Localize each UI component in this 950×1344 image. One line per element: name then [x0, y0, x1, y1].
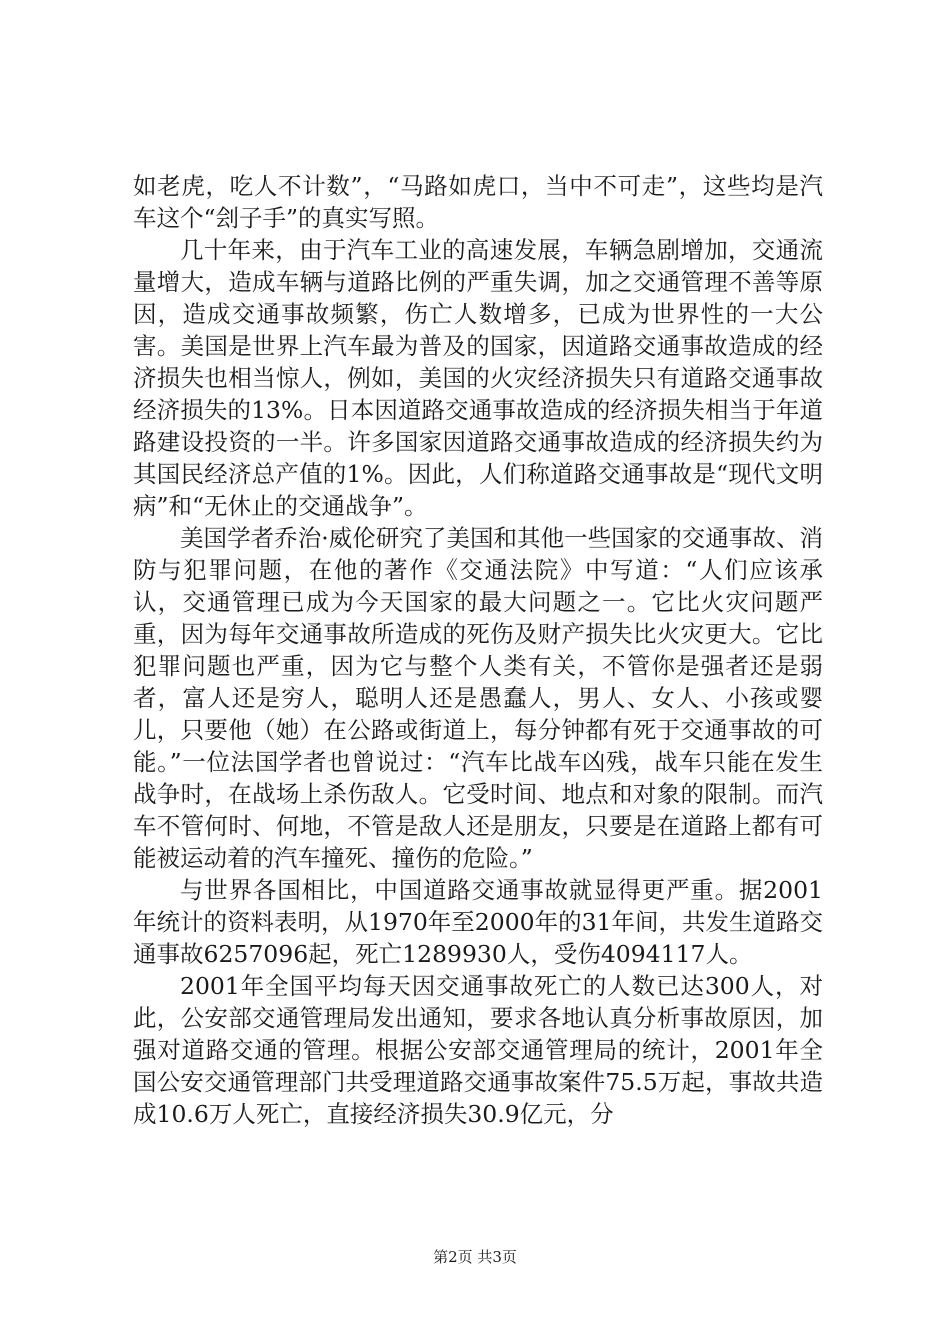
paragraph-continuation: 如老虎，吃人不计数”，“马路如虎口，当中不可走”，这些均是汽车这个“刽子手”的真实写照。 [133, 172, 823, 232]
page-footer: 第2页 共3页 [433, 1248, 517, 1266]
paragraph-2001-statistics: 2001年全国平均每天因交通事故死亡的人数已达300人，对此，公安部交通管理局发出通知，要求各地认真分析事故原因，加强对道路交通的管理。根据公安部交通管理局的统计，2001年全国公安交通管理部门共受理道路交通事故案件75.5万起，事故共造成10.6万人死亡，直接经济损失30.9亿元，分 [133, 972, 823, 1128]
paragraph-china-statistics: 与世界各国相比，中国道路交通事故就显得更严重。据2001年统计的资料表明，从1970年至2000年的31年间，共发生道路交通事故6257096起，死亡1289930人，受伤4094117人。 [133, 876, 824, 968]
body-text [133, 170, 823, 1130]
paragraph-traffic-growth: 几十年来，由于汽车工业的高速发展，车辆急剧增加，交通流量增大，造成车辆与道路比例的严重失调，加之交通管理不善等原因，造成交通事故频繁，伤亡人数增多，已成为世界性的一大公害。美国是世界上汽车最为普及的国家，因道路交通事故造成的经济损失也相当惊人，例如，美国的火灾经济损失只有道路交通事故经济损失的13%。日本因道路交通事故造成的经济损失相当于年道路建设投资的一半。许多国家因道路交通事故造成的经济损失约为其国民经济总产值的1%。因此，人们称道路交通事故是“现代文明病”和“无休止的交通战争”。 [133, 236, 823, 520]
paragraph-george-willen-quote: 美国学者乔治·威伦研究了美国和其他一些国家的交通事故、消防与犯罪问题，在他的著作《交通法院》中写道：“人们应该承认，交通管理已成为今天国家的最大问题之一。它比火灾问题严重，因为每年交通事故所造成的死伤及财产损失比火灾更大。它比犯罪问题也严重，因为它与整个人类有关，不管你是强者还是弱者，富人还是穷人，聪明人还是愚蠢人，男人、女人、小孩或婴儿，只要他（她）在公路或街道上，每分钟都有死于交通事故的可能。”一位法国学者也曾说过：“汽车比战车凶残，战车只能在发生战争时，在战场上杀伤敌人。它受时间、地点和对象的限制。而汽车不管何时、何地，不管是敌人还是朋友，只要是在道路上都有可能被运动着的汽车撞死、撞伤的危险。” [133, 524, 823, 872]
